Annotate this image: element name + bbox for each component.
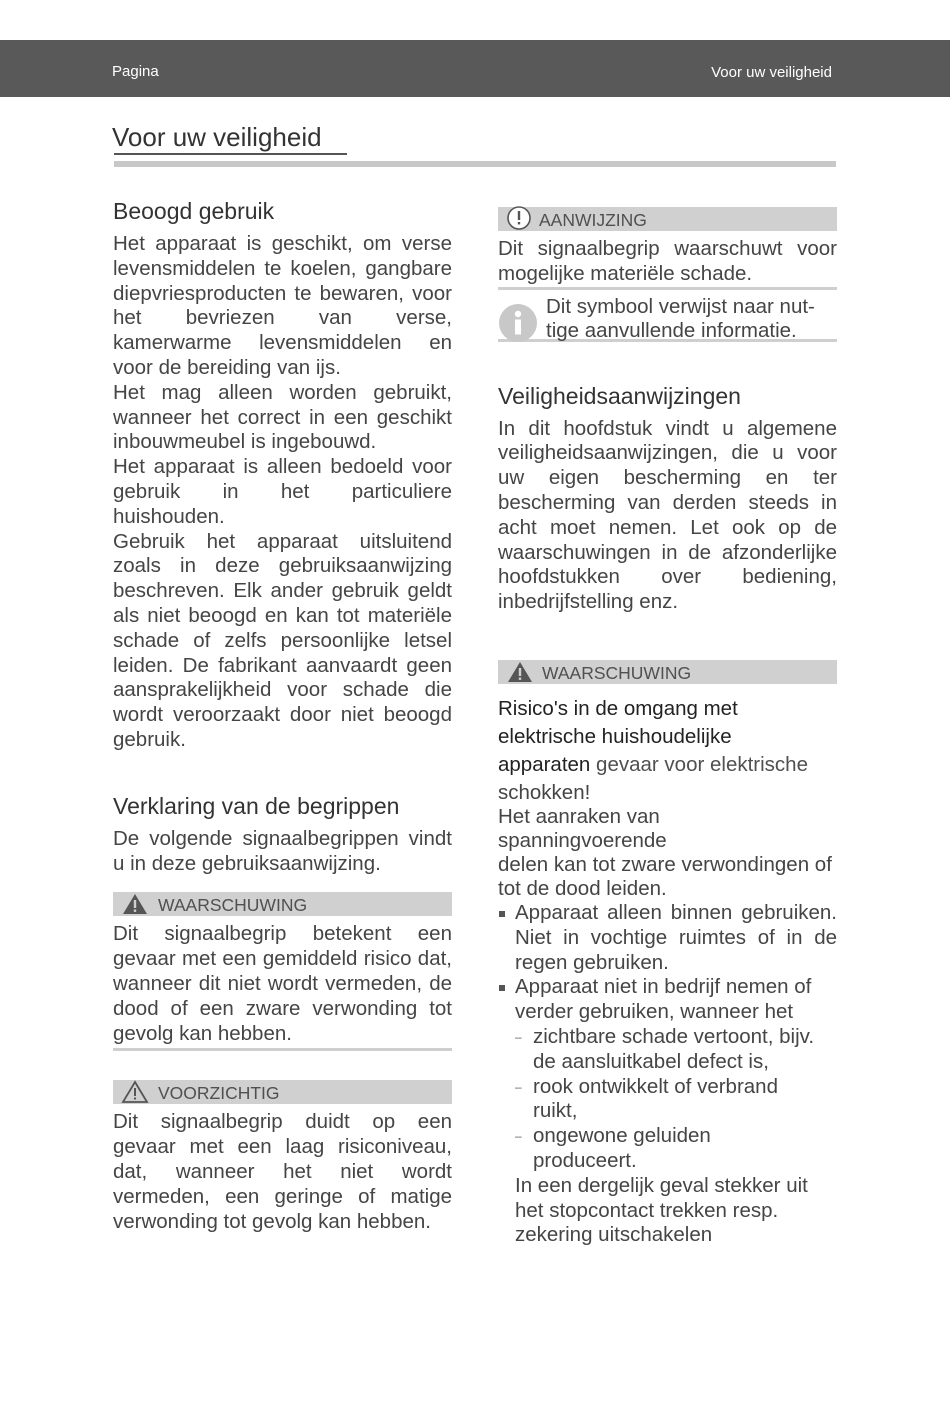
- veiligheid-text: In dit hoofdstuk vindt u algemene veiligheidsaanwijzingen, die u voor uw eigen bescherming en ter bescherming van derden steeds in acht moet nemen. Let ook op de waarschuwingen in de afzonderlijke hoofdstukken over bediening, inbedrijfstelling enz.: [498, 416, 837, 614]
- left-column: [113, 196, 452, 1234]
- risk-title-line-3: [498, 751, 837, 779]
- caution-label: VOORZICHTIG: [158, 1083, 280, 1104]
- warning-triangle-icon: [506, 660, 534, 684]
- caution-signal-bar: [113, 1080, 452, 1104]
- sub-item-text: rook ontwikkelt of verbrand ruikt,: [533, 1074, 778, 1123]
- risk-title-suffix: gevaar voor elektrische: [590, 752, 808, 776]
- warning-description: Dit signaalbegrip betekent een gevaar met een gemiddeld risico dat, wanneer dit niet wordt vermeden, de dood of een zware verwonding tot gevolg kan hebben.: [113, 922, 452, 1045]
- section-heading-verklaring: Verklaring van de begrippen: [113, 792, 400, 819]
- info-note: [498, 294, 837, 343]
- section-heading-beoogd: Beoogd gebruik: [113, 198, 275, 224]
- caution-triangle-icon: [121, 1080, 149, 1104]
- header-bar: [0, 40, 950, 97]
- warning-triangle-icon: [121, 892, 149, 916]
- right-column: [498, 207, 837, 1248]
- closing-instruction: In een dergelijk geval stekker uit het stopcontact trekken resp. zekering uitschakelen: [515, 1173, 808, 1247]
- notice-signal-bar: [498, 207, 837, 231]
- risk-line-spanning: spanningvoerende: [498, 828, 667, 852]
- sub-item-text: zichtbare schade vertoont, bijv. de aansluitkabel defect is,: [533, 1024, 815, 1073]
- risk-title-line-1: Risico's in de omgang met: [498, 696, 738, 720]
- title-underline: [114, 153, 347, 155]
- warning-label: WAARSCHUWING: [158, 895, 308, 916]
- beoogd-paragraph-2: Het mag alleen worden gebruikt, wanneer het correct in een geschikt inbouwmeubel is ingebouwd.: [113, 380, 452, 454]
- risk-title-apparaten: apparaten: [498, 752, 591, 776]
- title-rule: [114, 161, 836, 167]
- dash-icon: –: [515, 1129, 522, 1144]
- list-item: [498, 975, 837, 1025]
- section-heading-veiligheid: Veiligheidsaanwijzingen: [498, 382, 741, 409]
- bullet-square-icon: [499, 911, 505, 917]
- header-page-label: Pagina: [112, 63, 159, 80]
- safety-bullet-list: [498, 901, 837, 1025]
- beoogd-paragraph-3: Het apparaat is alleen bedoeld voor gebruik in het particuliere huishouden.: [113, 455, 452, 528]
- list-item: [515, 1124, 837, 1174]
- list-item: [515, 1025, 837, 1075]
- risk-line-delen: delen kan tot zware verwondingen of tot de dood leiden.: [498, 852, 832, 900]
- bullet-square-icon: [499, 985, 505, 991]
- bullet-text: Apparaat niet in bedrijf nemen of verder gebruiken, wanneer het: [515, 975, 812, 1024]
- risk-line-aanraken: Het aanraken van: [498, 804, 660, 828]
- sub-item-list: [515, 1025, 837, 1174]
- bullet-text: Apparaat alleen binnen gebruiken. Niet in vochtige ruimtes of in de regen gebruiken.: [515, 900, 837, 974]
- caution-description: Dit signaalbegrip duidt op een gevaar met een laag risiconiveau, dat, wanneer het niet wordt vermeden, een geringe of matige verwonding tot gevolg kan hebben.: [113, 1110, 452, 1233]
- dash-icon: –: [515, 1079, 522, 1094]
- beoogd-paragraph-4: Gebruik het apparaat uitsluitend zoals in deze gebruiksaanwijzing beschreven. Elk ander gebruik geldt als niet beoogd en kan tot materiële schade of zelfs persoonlijke letsel leiden. De fabrikant aanvaardt geen aansprakelijkheid voor schade die wordt veroorzaakt door niet beoogd gebruik.: [113, 529, 452, 751]
- list-item: [498, 901, 837, 975]
- dash-icon: –: [515, 1029, 522, 1044]
- risk-title: [498, 695, 837, 779]
- info-description: Dit symbool verwijst naar nut-tige aanvullende informatie.: [546, 294, 815, 343]
- electric-warning-label: WAARSCHUWING: [542, 662, 692, 683]
- list-item: [515, 1075, 837, 1125]
- notice-label: AANWIJZING: [539, 210, 647, 230]
- beoogd-paragraph-1: Het apparaat is geschikt, om verse levensmiddelen te koelen, gangbare diepvriesproducten te bewaren, voor het bevriezen van verse, kamerwarme levensmiddelen en voor de bereiding van ijs.: [113, 232, 452, 379]
- notice-description: Dit signaalbegrip waarschuwt voor mogelijke materiële schade.: [498, 237, 837, 285]
- sub-item-text: ongewone geluiden produceert.: [533, 1124, 711, 1172]
- exclamation-circle-icon: [505, 205, 533, 229]
- verklaring-intro: De volgende signaalbegrippen vindt u in deze gebruiksaanwijzing.: [113, 826, 452, 875]
- header-section-title: Voor uw veiligheid: [711, 64, 832, 81]
- risk-line-schokken: schokken!: [498, 780, 591, 804]
- risk-text: [498, 781, 837, 901]
- electric-warning-signal-bar: [498, 660, 837, 684]
- page-title: Voor uw veiligheid: [112, 122, 322, 152]
- risk-title-line-2: elektrische huishoudelijke: [498, 724, 732, 748]
- info-circle-icon: [498, 303, 538, 343]
- warning-signal-bar: [113, 892, 452, 916]
